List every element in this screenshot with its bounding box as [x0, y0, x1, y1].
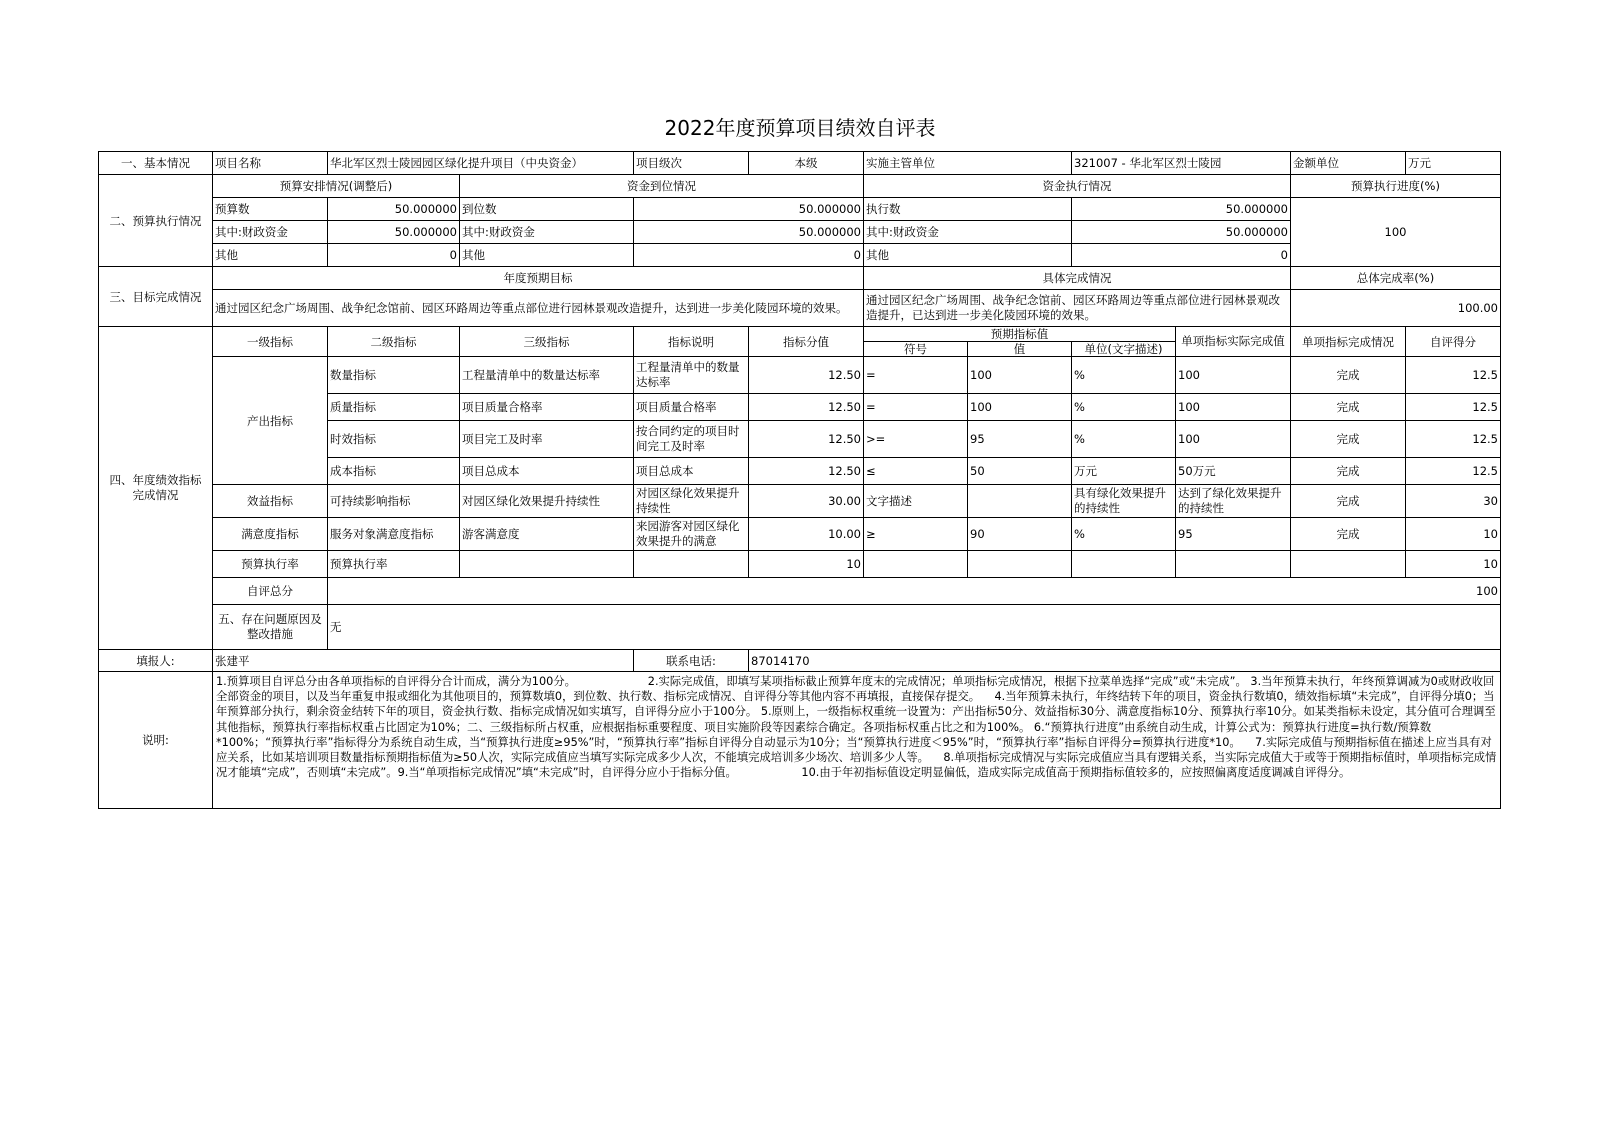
- output-indicator-label: 产出指标: [213, 357, 328, 485]
- indicator-status: 完成: [1291, 485, 1406, 518]
- indicator-level2: 时效指标: [328, 421, 460, 458]
- indicator-symbol: >=: [864, 421, 968, 458]
- budget-other-label: 其他: [213, 244, 328, 267]
- execution-value: 50.000000: [1072, 198, 1291, 221]
- indicator-level2: 数量指标: [328, 357, 460, 394]
- execution-fiscal-value: 50.000000: [1072, 221, 1291, 244]
- execution-progress-value: 100: [1291, 198, 1501, 267]
- header-score: 指标分值: [749, 327, 864, 357]
- indicator-description: 按合同约定的项目时间完工及时率: [634, 421, 749, 458]
- indicator-level2: 成本指标: [328, 458, 460, 485]
- indicator-score: 10.00: [749, 518, 864, 551]
- indicator-symbol: ≤: [864, 458, 968, 485]
- indicator-value: 100: [968, 357, 1072, 394]
- budget-other-value: 0: [328, 244, 460, 267]
- indicator-level3: 项目完工及时率: [460, 421, 634, 458]
- header-symbol: 符号: [864, 342, 968, 357]
- filler-name: 张建平: [213, 650, 634, 672]
- indicator-actual: 100: [1176, 421, 1291, 458]
- unit-value: 321007 - 华北军区烈士陵园: [1072, 152, 1291, 175]
- goal-section-label: 三、目标完成情况: [99, 267, 213, 327]
- indicator-unit: %: [1072, 421, 1176, 458]
- header-unit: 单位(文字描述): [1072, 342, 1176, 357]
- notes-text: 1.预算项目自评总分由各单项指标的自评得分合计而成，满分为100分。 2.实际完成值，即填写某项指标截止预算年度末的完成情况；单项指标完成情况，根据下拉菜单选择“完成”或“未完成”。 3.当年预算未执行，年终预算调减为0或财政收回全部资金的项目，以及当年重复申报或细化为其他项目的，预算数填0，到位数、执行数、指标完成情况、自评得分等其他内容不再填报，直接保存提交。 4.当年预算未执行，年终结转下年的项目，资金执行数填0，绩效指标填“未完成”，自评得分填0；当年预算部分执行，剩余资金结转下年的项目，资金执行数、指标完成情况如实填写，自评得分应小于100分。 5.原则上，一级指标权重统一设置为：产出指标50分、效益指标30分、满意度指标10分、预算执行率10分。如某类指标未设定，其分值可合理调至其他指标，预算执行率指标权重占比固定为10%；二、三级指标所占权重，应根据指标重要程度、项目实施阶段等因素综合确定。各项指标权重占比之和为100%。 6.“预算执行进度”由系统自动生成，计算公式为：预算执行进度=执行数/预算数*100%；“预算执行率”指标得分为系统自动生成，当“预算执行进度≥95%”时，“预算执行率”指标自评得分自动显示为10分；当“预算执行进度＜95%”时，“预算执行率”指标自评得分=预算执行进度*10。 7.实际完成值与预期指标值在描述上应当具有对应关系，比如某培训项目数量指标预期指标值为≥50人次，实际完成值应当填写实际完成多少人次，不能填完成培训多少场次、培训多少人等。 8.单项指标完成情况与实际完成值应当具有逻辑关系，当实际完成值大于或等于预期指标值时，单项指标完成情况才能填“完成”，否则填“未完成”。9.当“单项指标完成情况”填“未完成”时，自评得分应小于指标分值。 10.由于年初指标值设定明显偏低，造成实际完成值高于预期指标值较多的，应按照偏离度适度调减自评得分。: [213, 672, 1501, 809]
- unit-label: 实施主管单位: [864, 152, 1072, 175]
- header-value: 值: [968, 342, 1072, 357]
- indicator-score: 10: [749, 551, 864, 578]
- indicator-score: 12.50: [749, 458, 864, 485]
- level-label: 项目级次: [634, 152, 749, 175]
- indicator-unit: [1072, 551, 1176, 578]
- fund-arrival-header: 资金到位情况: [460, 175, 864, 198]
- indicator-value: 50: [968, 458, 1072, 485]
- indicator-actual: 100: [1176, 394, 1291, 421]
- indicator-symbol: =: [864, 357, 968, 394]
- indicator-status: 完成: [1291, 458, 1406, 485]
- project-name-value: 华北军区烈士陵园园区绿化提升项目（中央资金）: [328, 152, 634, 175]
- indicator-symbol: [864, 551, 968, 578]
- indicator-unit: %: [1072, 357, 1176, 394]
- indicator-self-score: 10: [1406, 551, 1501, 578]
- indicator-level3: 项目总成本: [460, 458, 634, 485]
- header-expected: 预期指标值: [864, 327, 1176, 342]
- issues-section-label: 五、存在问题原因及整改措施: [213, 605, 328, 650]
- total-score-value: 100: [328, 578, 1501, 605]
- indicator-level3: 对园区绿化效果提升持续性: [460, 485, 634, 518]
- page-title: 2022年度预算项目绩效自评表: [664, 116, 936, 140]
- indicator-symbol: =: [864, 394, 968, 421]
- execution-other-value: 0: [1072, 244, 1291, 267]
- indicator-score: 12.50: [749, 421, 864, 458]
- indicator-description: 工程量清单中的数量达标率: [634, 357, 749, 394]
- header-actual: 单项指标实际完成值: [1176, 327, 1291, 357]
- arrival-label: 到位数: [460, 198, 634, 221]
- budget-arrangement-header: 预算安排情况(调整后): [213, 175, 460, 198]
- indicator-status: 完成: [1291, 394, 1406, 421]
- execution-fiscal-label: 其中:财政资金: [864, 221, 1072, 244]
- indicator-level2: 服务对象满意度指标: [328, 518, 460, 551]
- execution-other-label: 其他: [864, 244, 1072, 267]
- indicator-status: 完成: [1291, 518, 1406, 551]
- header-description: 指标说明: [634, 327, 749, 357]
- indicator-value: 95: [968, 421, 1072, 458]
- execution-rate-indicator-label: 预算执行率: [213, 551, 328, 578]
- indicator-description: 来园游客对园区绿化效果提升的满意: [634, 518, 749, 551]
- indicator-symbol: ≥: [864, 518, 968, 551]
- indicator-unit: %: [1072, 394, 1176, 421]
- indicator-self-score: 12.5: [1406, 357, 1501, 394]
- budget-value: 50.000000: [328, 198, 460, 221]
- filler-label: 填报人:: [99, 650, 213, 672]
- annual-target-text: 通过园区纪念广场周围、战争纪念馆前、园区环路周边等重点部位进行园林景观改造提升，达到进一步美化陵园环境的效果。: [213, 290, 864, 327]
- header-level2: 二级指标: [328, 327, 460, 357]
- indicator-level3: 游客满意度: [460, 518, 634, 551]
- indicator-self-score: 12.5: [1406, 458, 1501, 485]
- indicator-description: 项目质量合格率: [634, 394, 749, 421]
- indicator-description: 项目总成本: [634, 458, 749, 485]
- arrival-other-value: 0: [634, 244, 864, 267]
- notes-label: 说明:: [99, 672, 213, 809]
- indicator-unit: %: [1072, 518, 1176, 551]
- indicator-level3: 工程量清单中的数量达标率: [460, 357, 634, 394]
- issues-content: 无: [328, 605, 1501, 650]
- indicator-section-label: 四、年度绩效指标完成情况: [99, 327, 213, 650]
- indicator-value: [968, 551, 1072, 578]
- project-name-label: 项目名称: [213, 152, 328, 175]
- indicator-level3: 项目质量合格率: [460, 394, 634, 421]
- indicator-score: 12.50: [749, 394, 864, 421]
- indicator-level3: [460, 551, 634, 578]
- arrival-fiscal-label: 其中:财政资金: [460, 221, 634, 244]
- amount-unit-label: 金额单位: [1291, 152, 1406, 175]
- indicator-actual: [1176, 551, 1291, 578]
- level-value: 本级: [749, 152, 864, 175]
- phone-label: 联系电话:: [634, 650, 749, 672]
- header-self-score: 自评得分: [1406, 327, 1501, 357]
- annual-target-header: 年度预期目标: [213, 267, 864, 290]
- indicator-unit: 具有绿化效果提升的持续性: [1072, 485, 1176, 518]
- indicator-level2: 预算执行率: [328, 551, 460, 578]
- indicator-level2: 可持续影响指标: [328, 485, 460, 518]
- self-evaluation-table: [98, 151, 1501, 809]
- budget-section-label: 二、预算执行情况: [99, 175, 213, 267]
- indicator-actual: 95: [1176, 518, 1291, 551]
- indicator-score: 12.50: [749, 357, 864, 394]
- indicator-description: 对园区绿化效果提升持续性: [634, 485, 749, 518]
- execution-label: 执行数: [864, 198, 1072, 221]
- indicator-value: 90: [968, 518, 1072, 551]
- indicator-value: 100: [968, 394, 1072, 421]
- arrival-value: 50.000000: [634, 198, 864, 221]
- indicator-actual: 50万元: [1176, 458, 1291, 485]
- arrival-fiscal-value: 50.000000: [634, 221, 864, 244]
- amount-unit-value: 万元: [1406, 152, 1501, 175]
- indicator-symbol: 文字描述: [864, 485, 968, 518]
- budget-label: 预算数: [213, 198, 328, 221]
- benefit-indicator-label: 效益指标: [213, 485, 328, 518]
- header-status: 单项指标完成情况: [1291, 327, 1406, 357]
- indicator-actual: 达到了绿化效果提升的持续性: [1176, 485, 1291, 518]
- indicator-status: 完成: [1291, 421, 1406, 458]
- budget-fiscal-value: 50.000000: [328, 221, 460, 244]
- indicator-score: 30.00: [749, 485, 864, 518]
- satisfaction-indicator-label: 满意度指标: [213, 518, 328, 551]
- overall-rate-header: 总体完成率(%): [1291, 267, 1501, 290]
- execution-progress-header: 预算执行进度(%): [1291, 175, 1501, 198]
- indicator-status: [1291, 551, 1406, 578]
- budget-fiscal-label: 其中:财政资金: [213, 221, 328, 244]
- header-level1: 一级指标: [213, 327, 328, 357]
- actual-completion-text: 通过园区纪念广场周围、战争纪念馆前、园区环路周边等重点部位进行园林景观改造提升，已达到进一步美化陵园环境的效果。: [864, 290, 1291, 327]
- indicator-self-score: 30: [1406, 485, 1501, 518]
- total-score-label: 自评总分: [213, 578, 328, 605]
- fund-execution-header: 资金执行情况: [864, 175, 1291, 198]
- indicator-self-score: 12.5: [1406, 421, 1501, 458]
- indicator-description: [634, 551, 749, 578]
- phone-value: 87014170: [749, 650, 1501, 672]
- indicator-self-score: 12.5: [1406, 394, 1501, 421]
- indicator-self-score: 10: [1406, 518, 1501, 551]
- arrival-other-label: 其他: [460, 244, 634, 267]
- indicator-unit: 万元: [1072, 458, 1176, 485]
- basic-section-label: 一、基本情况: [99, 152, 213, 175]
- overall-rate-value: 100.00: [1291, 290, 1501, 327]
- header-level3: 三级指标: [460, 327, 634, 357]
- indicator-status: 完成: [1291, 357, 1406, 394]
- indicator-actual: 100: [1176, 357, 1291, 394]
- indicator-value: [968, 485, 1072, 518]
- actual-completion-header: 具体完成情况: [864, 267, 1291, 290]
- indicator-level2: 质量指标: [328, 394, 460, 421]
